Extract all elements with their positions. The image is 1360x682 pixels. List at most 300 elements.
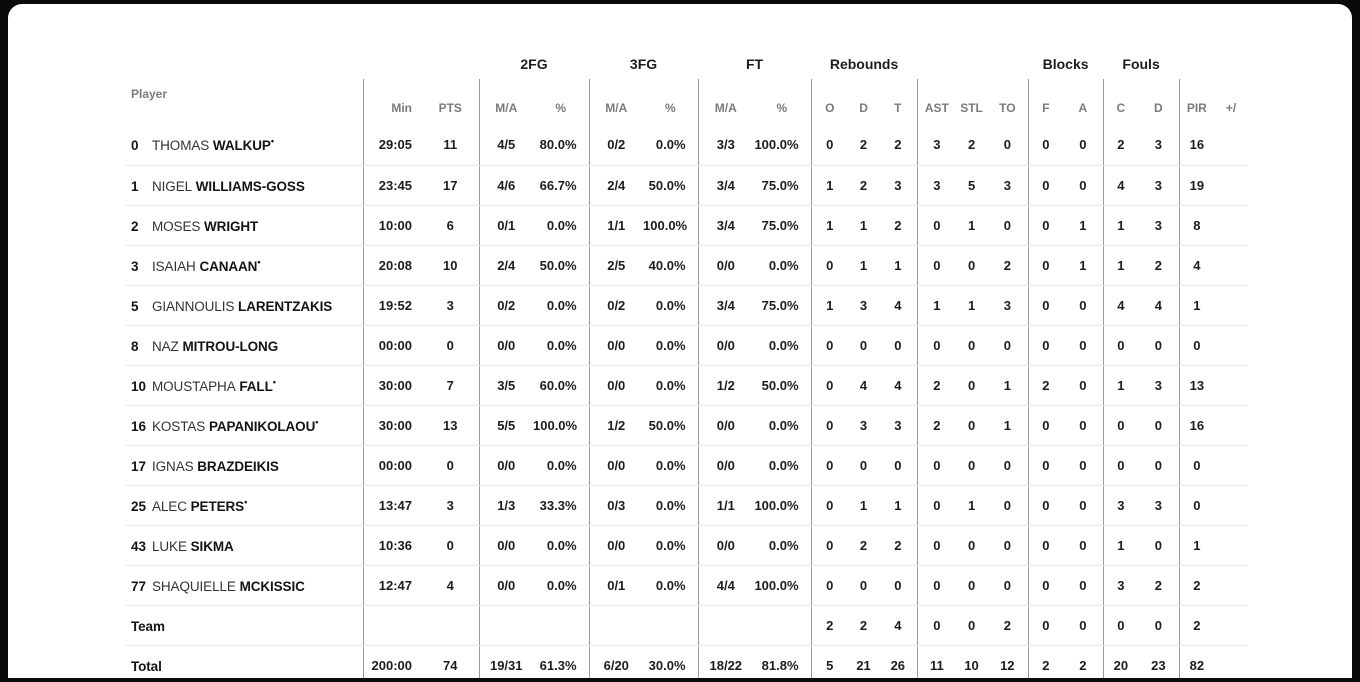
player-first-name: MOUSTAPHA [152, 378, 236, 394]
player-last-name: SIKMA [190, 538, 234, 554]
fouls-committed-cell: 1 [1103, 245, 1138, 285]
player-first-name: NAZ [152, 338, 179, 354]
player-first-name: SHAQUIELLE [152, 578, 236, 594]
pir-cell: 82 [1179, 645, 1214, 678]
column-header-reb-o: O [811, 79, 848, 125]
blocks-against-cell: 0 [1063, 565, 1103, 605]
pir-cell: 0 [1179, 485, 1214, 525]
player-cell[interactable] [125, 445, 363, 485]
steals-cell: 1 [956, 485, 987, 525]
2fg-made-attempted-cell: 4/6 [479, 165, 533, 205]
plusminus-cell [1214, 565, 1248, 605]
pir-cell: 16 [1179, 125, 1214, 165]
fouls-committed-cell: 3 [1103, 485, 1138, 525]
pir-cell: 19 [1179, 165, 1214, 205]
blocks-against-cell: 0 [1063, 605, 1103, 645]
player-last-name: PETERS [190, 498, 245, 514]
2fg-percent-cell: 100.0% [533, 405, 589, 445]
ft-percent-cell: 0.0% [753, 525, 811, 565]
player-cell[interactable] [125, 565, 363, 605]
total-rebounds-cell: 2 [879, 525, 917, 565]
blocks-for-cell: 0 [1028, 445, 1063, 485]
minutes-cell: 19:52 [363, 285, 422, 325]
minutes-cell: 30:00 [363, 365, 422, 405]
blocks-against-cell: 0 [1063, 165, 1103, 205]
fouls-committed-cell: 20 [1103, 645, 1138, 678]
ft-percent-cell: 0.0% [753, 245, 811, 285]
assists-cell: 0 [917, 205, 956, 245]
steals-cell: 0 [956, 445, 987, 485]
ft-percent-cell: 50.0% [753, 365, 811, 405]
blocks-against-cell: 0 [1063, 405, 1103, 445]
box-score-table [125, 49, 1248, 678]
blocks-for-cell: 0 [1028, 565, 1063, 605]
column-header-pir: PIR [1179, 79, 1214, 125]
fouls-committed-cell: 3 [1103, 565, 1138, 605]
minutes-cell: 200:00 [363, 645, 422, 678]
player-last-name: Team [131, 618, 165, 634]
3fg-percent-cell: 0.0% [643, 485, 698, 525]
steals-cell: 0 [956, 405, 987, 445]
minutes-cell: 20:08 [363, 245, 422, 285]
3fg-made-attempted-cell: 6/20 [589, 645, 643, 678]
group-header-blocks: Blocks [1042, 56, 1089, 72]
column-header-plusminus: +/ [1225, 101, 1237, 115]
pir-cell: 13 [1179, 365, 1214, 405]
table-row [125, 485, 1248, 525]
column-header-ft-pct: % [776, 101, 788, 115]
fouls-committed-cell: 0 [1103, 405, 1138, 445]
player-number: 0 [131, 138, 139, 154]
3fg-percent-cell: 50.0% [643, 405, 698, 445]
2fg-made-attempted-cell: 0/1 [479, 205, 533, 245]
player-first-name: LUKE [152, 538, 187, 554]
fouls-committed-cell: 2 [1103, 125, 1138, 165]
plusminus-cell [1214, 165, 1248, 205]
plusminus-cell [1214, 325, 1248, 365]
points-cell: 0 [422, 445, 479, 485]
ft-made-attempted-cell: 0/0 [698, 405, 753, 445]
column-header-foul-c: C [1103, 79, 1138, 125]
ft-percent-cell: 100.0% [753, 125, 811, 165]
points-cell: 11 [422, 125, 479, 165]
player-cell[interactable] [125, 365, 363, 405]
fouls-committed-cell: 4 [1103, 165, 1138, 205]
assists-cell: 2 [917, 365, 956, 405]
column-header-reb-d: D [859, 101, 868, 115]
points-cell: 3 [422, 485, 479, 525]
turnovers-cell: 0 [987, 125, 1028, 165]
ft-made-attempted-cell: 0/0 [698, 525, 753, 565]
points-cell: 7 [422, 365, 479, 405]
turnovers-cell: 0 [987, 525, 1028, 565]
2fg-made-attempted-cell: 0/0 [479, 445, 533, 485]
ft-percent-cell: 75.0% [753, 285, 811, 325]
2fg-made-attempted-cell: 3/5 [479, 365, 533, 405]
player-cell[interactable] [125, 605, 363, 645]
minutes-cell: 10:36 [363, 525, 422, 565]
starter-indicator-icon: • [272, 376, 276, 387]
points-cell: 3 [422, 285, 479, 325]
total-rebounds-cell: 4 [879, 365, 917, 405]
fouls-drawn-cell: 2 [1138, 245, 1179, 285]
player-cell[interactable] [125, 285, 363, 325]
defensive-rebounds-cell: 4 [848, 365, 879, 405]
fouls-drawn-cell: 0 [1138, 525, 1179, 565]
pir-cell: 1 [1179, 525, 1214, 565]
2fg-percent-cell: 66.7% [533, 165, 589, 205]
player-number: 17 [131, 458, 147, 474]
steals-cell: 0 [956, 325, 987, 365]
defensive-rebounds-cell: 2 [848, 125, 879, 165]
column-header-3fg-pct: % [664, 101, 676, 115]
defensive-rebounds-cell: 0 [848, 325, 879, 365]
column-header-pts: PTS [438, 101, 462, 115]
player-cell[interactable] [125, 165, 363, 205]
group-spacer [125, 49, 363, 79]
3fg-percent-cell: 0.0% [643, 525, 698, 565]
defensive-rebounds-cell: 2 [848, 605, 879, 645]
total-rebounds-cell: 0 [879, 325, 917, 365]
player-number: 25 [131, 498, 147, 514]
player-number: 1 [131, 178, 139, 194]
player-last-name: PAPANIKOLAOU [208, 418, 316, 434]
ft-made-attempted-cell: 18/22 [698, 645, 753, 678]
defensive-rebounds-cell: 2 [848, 525, 879, 565]
steals-cell: 2 [956, 125, 987, 165]
3fg-made-attempted-cell [589, 605, 643, 645]
table-row [125, 445, 1248, 485]
turnovers-cell: 3 [987, 165, 1028, 205]
total-rebounds-cell: 0 [879, 565, 917, 605]
ft-made-attempted-cell: 0/0 [698, 325, 753, 365]
table-row [125, 285, 1248, 325]
offensive-rebounds-cell: 0 [811, 485, 848, 525]
player-last-name: WRIGHT [204, 218, 259, 234]
fouls-committed-cell: 1 [1103, 205, 1138, 245]
minutes-cell: 30:00 [363, 405, 422, 445]
fouls-drawn-cell: 4 [1138, 285, 1179, 325]
3fg-made-attempted-cell: 0/2 [589, 125, 643, 165]
table-row [125, 165, 1248, 205]
stat-group-header-row [125, 49, 1248, 79]
fouls-drawn-cell: 3 [1138, 125, 1179, 165]
column-header-block-f: F [1028, 79, 1063, 125]
defensive-rebounds-cell: 0 [848, 445, 879, 485]
offensive-rebounds-cell: 0 [811, 125, 848, 165]
defensive-rebounds-cell: 1 [848, 205, 879, 245]
offensive-rebounds-cell: 0 [811, 525, 848, 565]
plusminus-cell [1214, 445, 1248, 485]
2fg-percent-cell: 60.0% [533, 365, 589, 405]
blocks-for-cell: 0 [1028, 205, 1063, 245]
table-row [125, 325, 1248, 365]
player-number: 16 [131, 418, 147, 434]
starter-indicator-icon: • [257, 256, 261, 267]
fouls-drawn-cell: 3 [1138, 205, 1179, 245]
3fg-made-attempted-cell: 0/1 [589, 565, 643, 605]
pir-cell: 2 [1179, 605, 1214, 645]
group-header-fouls: Fouls [1122, 56, 1160, 72]
plusminus-cell [1214, 365, 1248, 405]
ft-percent-cell: 75.0% [753, 205, 811, 245]
ft-percent-cell: 100.0% [753, 485, 811, 525]
blocks-for-cell: 0 [1028, 285, 1063, 325]
offensive-rebounds-cell: 1 [811, 285, 848, 325]
ft-made-attempted-cell [698, 605, 753, 645]
table-row [125, 245, 1248, 285]
player-cell[interactable] [125, 205, 363, 245]
total-rebounds-cell: 3 [879, 405, 917, 445]
fouls-drawn-cell: 3 [1138, 165, 1179, 205]
player-number: 8 [131, 338, 139, 354]
column-header-ft-ma: M/A [698, 79, 753, 125]
blocks-against-cell: 0 [1063, 525, 1103, 565]
minutes-cell: 13:47 [363, 485, 422, 525]
blocks-for-cell: 0 [1028, 165, 1063, 205]
points-cell: 4 [422, 565, 479, 605]
column-header-block-a: A [1078, 101, 1088, 115]
plusminus-cell [1214, 205, 1248, 245]
pir-cell: 16 [1179, 405, 1214, 445]
plusminus-cell [1214, 405, 1248, 445]
blocks-for-cell: 2 [1028, 645, 1063, 678]
assists-cell: 0 [917, 525, 956, 565]
blocks-against-cell: 0 [1063, 125, 1103, 165]
offensive-rebounds-cell: 1 [811, 165, 848, 205]
total-rebounds-cell: 2 [879, 205, 917, 245]
2fg-made-attempted-cell: 1/3 [479, 485, 533, 525]
ft-made-attempted-cell: 1/2 [698, 365, 753, 405]
blocks-for-cell: 0 [1028, 245, 1063, 285]
blocks-for-cell: 2 [1028, 365, 1063, 405]
column-header-2fg-ma: M/A [479, 79, 533, 125]
fouls-drawn-cell: 2 [1138, 565, 1179, 605]
fouls-committed-cell: 0 [1103, 605, 1138, 645]
3fg-made-attempted-cell: 0/0 [589, 365, 643, 405]
2fg-percent-cell: 0.0% [533, 565, 589, 605]
2fg-made-attempted-cell: 4/5 [479, 125, 533, 165]
column-header-reb-t: T [894, 101, 902, 115]
pir-cell: 2 [1179, 565, 1214, 605]
steals-cell: 0 [956, 365, 987, 405]
player-number: 2 [131, 218, 139, 234]
2fg-made-attempted-cell: 19/31 [479, 645, 533, 678]
2fg-percent-cell [533, 605, 589, 645]
defensive-rebounds-cell: 1 [848, 245, 879, 285]
ft-made-attempted-cell: 3/3 [698, 125, 753, 165]
blocks-for-cell: 0 [1028, 125, 1063, 165]
total-rebounds-cell: 1 [879, 245, 917, 285]
player-cell[interactable] [125, 405, 363, 445]
points-cell: 10 [422, 245, 479, 285]
fouls-drawn-cell: 3 [1138, 365, 1179, 405]
ft-made-attempted-cell: 1/1 [698, 485, 753, 525]
offensive-rebounds-cell: 0 [811, 445, 848, 485]
offensive-rebounds-cell: 5 [811, 645, 848, 678]
starter-indicator-icon: • [244, 496, 248, 507]
3fg-percent-cell: 50.0% [643, 165, 698, 205]
defensive-rebounds-cell: 3 [848, 405, 879, 445]
fouls-drawn-cell: 0 [1138, 605, 1179, 645]
3fg-made-attempted-cell: 0/0 [589, 445, 643, 485]
ft-made-attempted-cell: 3/4 [698, 205, 753, 245]
player-cell[interactable] [125, 485, 363, 525]
plusminus-cell [1214, 285, 1248, 325]
player-cell[interactable] [125, 245, 363, 285]
group-spacer [917, 49, 1028, 79]
ft-made-attempted-cell: 3/4 [698, 285, 753, 325]
ft-percent-cell: 75.0% [753, 165, 811, 205]
blocks-against-cell: 0 [1063, 285, 1103, 325]
points-cell [422, 605, 479, 645]
minutes-cell: 23:45 [363, 165, 422, 205]
plusminus-cell [1214, 645, 1248, 678]
player-last-name: MITROU-LONG [182, 338, 279, 354]
table-row [125, 645, 1248, 678]
player-number: 43 [131, 538, 147, 554]
3fg-made-attempted-cell: 0/2 [589, 285, 643, 325]
group-header-3fg: 3FG [629, 56, 658, 72]
total-rebounds-cell: 26 [890, 657, 906, 673]
offensive-rebounds-cell: 2 [811, 605, 848, 645]
steals-cell: 5 [956, 165, 987, 205]
blocks-against-cell: 0 [1063, 485, 1103, 525]
total-rebounds-cell: 1 [879, 485, 917, 525]
ft-made-attempted-cell: 4/4 [698, 565, 753, 605]
fouls-drawn-cell: 3 [1138, 485, 1179, 525]
total-rebounds-cell: 3 [879, 165, 917, 205]
ft-percent-cell: 0.0% [753, 445, 811, 485]
assists-cell: 1 [917, 285, 956, 325]
pir-cell: 4 [1179, 245, 1214, 285]
fouls-committed-cell: 1 [1103, 365, 1138, 405]
player-last-name: WILLIAMS-GOSS [195, 178, 305, 194]
assists-cell: 0 [917, 445, 956, 485]
blocks-against-cell: 0 [1063, 325, 1103, 365]
blocks-against-cell: 0 [1063, 365, 1103, 405]
blocks-against-cell: 1 [1063, 245, 1103, 285]
offensive-rebounds-cell: 0 [811, 565, 848, 605]
group-header-ft: FT [745, 56, 764, 72]
minutes-cell: 00:00 [363, 445, 422, 485]
player-last-name: MCKISSIC [239, 578, 305, 594]
fouls-drawn-cell: 23 [1151, 657, 1166, 673]
turnovers-cell: 0 [987, 325, 1028, 365]
3fg-made-attempted-cell: 0/0 [589, 525, 643, 565]
player-cell[interactable] [125, 325, 363, 365]
total-rebounds-cell: 4 [879, 605, 917, 645]
player-number: 10 [131, 378, 147, 394]
table-row [125, 565, 1248, 605]
points-cell: 6 [422, 205, 479, 245]
turnovers-cell: 0 [987, 445, 1028, 485]
3fg-made-attempted-cell: 0/3 [589, 485, 643, 525]
blocks-for-cell: 0 [1028, 485, 1063, 525]
table-row [125, 365, 1248, 405]
player-first-name: THOMAS [152, 138, 210, 154]
defensive-rebounds-cell: 3 [848, 285, 879, 325]
2fg-percent-cell: 0.0% [533, 445, 589, 485]
player-number: 77 [131, 578, 147, 594]
group-spacer [363, 49, 479, 79]
offensive-rebounds-cell: 0 [811, 325, 848, 365]
3fg-percent-cell: 40.0% [643, 245, 698, 285]
blocks-for-cell: 0 [1028, 325, 1063, 365]
player-first-name: KOSTAS [152, 418, 206, 434]
assists-cell: 0 [917, 325, 956, 365]
minutes-cell: 12:47 [363, 565, 422, 605]
steals-cell: 0 [956, 525, 987, 565]
turnovers-cell: 1 [987, 405, 1028, 445]
player-last-name: LARENTZAKIS [238, 298, 333, 314]
player-first-name: IGNAS [152, 458, 194, 474]
player-cell[interactable] [125, 525, 363, 565]
minutes-cell: 10:00 [363, 205, 422, 245]
points-cell: 13 [422, 405, 479, 445]
plusminus-cell [1214, 605, 1248, 645]
player-cell[interactable] [125, 125, 363, 165]
2fg-percent-cell: 80.0% [533, 125, 589, 165]
fouls-committed-cell: 0 [1103, 325, 1138, 365]
player-cell[interactable] [125, 645, 363, 678]
column-header-player: Player [131, 87, 168, 101]
blocks-for-cell: 0 [1028, 605, 1063, 645]
3fg-made-attempted-cell: 1/1 [589, 205, 643, 245]
turnovers-cell: 3 [987, 285, 1028, 325]
ft-percent-cell: 81.8% [761, 657, 799, 673]
3fg-made-attempted-cell: 2/5 [589, 245, 643, 285]
pir-cell: 0 [1179, 445, 1214, 485]
3fg-percent-cell: 0.0% [643, 565, 698, 605]
2fg-percent-cell: 33.3% [533, 485, 589, 525]
group-header-2fg: 2FG [520, 56, 548, 72]
column-header-min: Min [363, 79, 422, 125]
blocks-against-cell: 0 [1063, 445, 1103, 485]
ft-made-attempted-cell: 0/0 [698, 245, 753, 285]
ft-percent-cell: 100.0% [753, 565, 811, 605]
3fg-percent-cell: 0.0% [643, 125, 698, 165]
ft-percent-cell: 0.0% [753, 325, 811, 365]
player-first-name: ALEC [152, 498, 187, 514]
3fg-percent-cell: 0.0% [643, 325, 698, 365]
column-header-stl: STL [960, 101, 983, 115]
blocks-against-cell: 1 [1063, 205, 1103, 245]
group-header-rebounds: Rebounds [829, 56, 899, 72]
2fg-percent-cell: 0.0% [533, 325, 589, 365]
player-last-name: WALKUP [212, 138, 271, 154]
column-header-row [125, 79, 1248, 125]
points-cell: 17 [422, 165, 479, 205]
2fg-percent-cell: 0.0% [533, 205, 589, 245]
turnovers-cell: 0 [987, 565, 1028, 605]
player-last-name: Total [131, 658, 162, 674]
3fg-made-attempted-cell: 2/4 [589, 165, 643, 205]
turnovers-cell: 2 [987, 245, 1028, 285]
2fg-percent-cell: 61.3% [539, 657, 577, 673]
offensive-rebounds-cell: 0 [811, 245, 848, 285]
steals-cell: 10 [964, 657, 979, 673]
plusminus-cell [1214, 485, 1248, 525]
points-cell: 0 [422, 525, 479, 565]
minutes-cell: 29:05 [363, 125, 422, 165]
3fg-percent-cell: 30.0% [648, 657, 686, 673]
player-last-name: CANAAN [199, 258, 258, 274]
assists-cell: 3 [917, 165, 956, 205]
assists-cell: 0 [917, 565, 956, 605]
ft-made-attempted-cell: 3/4 [698, 165, 753, 205]
3fg-percent-cell: 100.0% [643, 205, 698, 245]
